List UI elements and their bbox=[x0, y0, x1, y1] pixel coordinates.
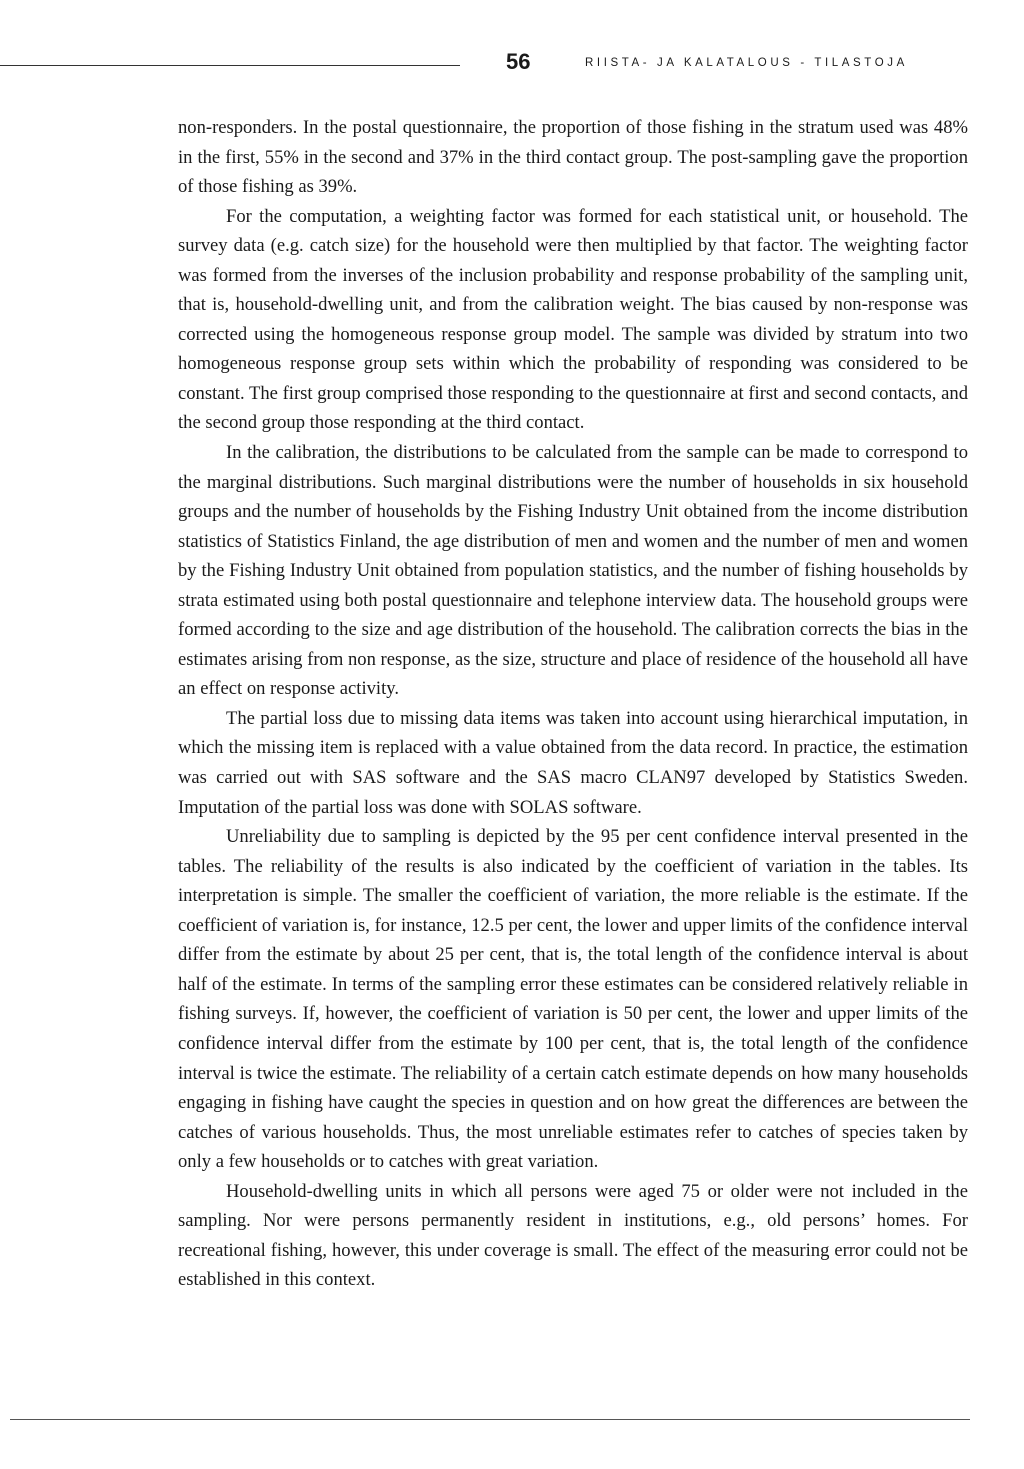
footer-rule bbox=[10, 1419, 970, 1420]
paragraph-calibration: In the calibration, the distributions to be calculated from the sample can be made to correspond to the marginal distributions. Such marginal distributions were the number of households in six household groups and the number of households by the Fishing Industry Unit obtained from the income distribution statistics of Statistics Finland, the age distribution of men and women and the number of men and women by the Fishing Industry Unit obtained from population statistics, and the number of fishing households by strata estimated using both postal questionnaire and telephone interview data. The household groups were formed according to the size and age distribution of the household. The calibration corrects the bias in the estimates arising from non response, as the size, structure and place of residence of the household all have an effect on response activity. bbox=[178, 442, 968, 700]
page-number: 56 bbox=[506, 49, 531, 74]
page-header bbox=[0, 50, 1024, 74]
paragraph-partial-loss: The partial loss due to missing data items was taken into account using hierarchical imputation, in which the missing item is replaced with a value obtained from the data record. In practice, the estimation was carried out with SAS software and the SAS macro CLAN97 developed by Statistics Sweden. Imputation of the partial loss was done with SOLAS software. bbox=[178, 707, 968, 818]
paragraph-continuation: non-responders. In the postal questionnaire, the proportion of those fishing in the stratum used was 48% in the first, 55% in the second and 37% in the third contact group. The post-sampling gave the proportion of those fishing as 39%. bbox=[178, 117, 968, 198]
paragraph-weighting-factor: For the computation, a weighting factor was formed for each statistical unit, or household. The survey data (e.g. catch size) for the household were then multiplied by that factor. The weighting factor was formed from the inverses of the inclusion probability and response probability of the sampling unit, that is, household-dwelling unit, and from the calibration weight. The bias caused by non-response was corrected using the homogeneous response group model. The sample was divided by stratum into two homogeneous response group sets within which the probability of responding was considered to be constant. The first group comprised those responding to the questionnaire at first and second contacts, and the second group those responding at the third contact. bbox=[178, 205, 968, 434]
body-text bbox=[178, 113, 968, 1295]
running-title: RIISTA- JA KALATALOUS - TILASTOJA bbox=[585, 57, 908, 69]
paragraph-coverage: Household-dwelling units in which all persons were aged 75 or older were not included in the sampling. Nor were persons permanently resident in institutions, e.g., old persons’ homes. For recreational fishing, however, this under coverage is small. The effect of the measuring error could not be established in this context. bbox=[178, 1180, 968, 1291]
paragraph-unreliability: Unreliability due to sampling is depicted by the 95 per cent confidence interval presented in the tables. The reliability of the results is also indicated by the coefficient of variation in the tables. Its interpretation is simple. The smaller the coefficient of variation, the more reliable is the estimate. If the coefficient of variation is, for instance, 12.5 per cent, the lower and upper limits of the confidence interval differ from the estimate by about 25 per cent, that is, the total length of the confidence interval is about half of the estimate. In terms of the sampling error these estimates can be considered relatively reliable in fishing surveys. If, however, the coefficient of variation is 50 per cent, the lower and upper limits of the confidence interval differ from the estimate by 100 per cent, that is, the total length of the confidence interval is twice the estimate. The reliability of a certain catch estimate depends on how many households engaging in fishing have caught the species in question and on how great the differences are between the catches of various households. Thus, the most unreliable estimates refer to catches of species taken by only a few households or to catches with great variation. bbox=[178, 826, 968, 1173]
header-rule bbox=[0, 65, 460, 66]
